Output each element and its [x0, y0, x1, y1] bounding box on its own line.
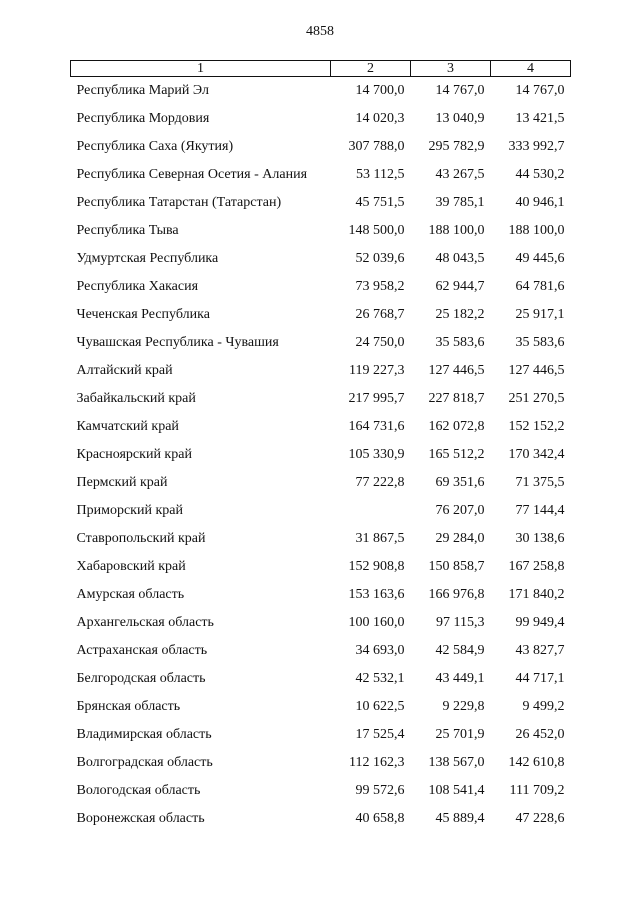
table-row: [71, 385, 571, 413]
table-row: [71, 189, 571, 217]
value-col2-cell: 34 693,0: [355, 643, 405, 658]
value-col3-cell: 295 782,9: [428, 139, 485, 154]
region-name-cell: Астраханская область: [76, 643, 208, 658]
value-col3-cell: 76 207,0: [435, 503, 485, 518]
value-col2-cell: 153 163,6: [348, 587, 405, 602]
region-name-cell: Республика Тыва: [76, 223, 179, 238]
value-col4-cell: 40 946,1: [515, 195, 565, 210]
region-name-cell: Ставропольский край: [76, 531, 206, 546]
value-col4-cell: 9 499,2: [522, 699, 565, 714]
region-name-cell: Амурская область: [76, 587, 185, 602]
region-name-cell: Приморский край: [76, 503, 183, 518]
region-name-cell: Волгоградская область: [76, 755, 213, 770]
table-row: [71, 665, 571, 693]
value-col4-cell: 44 530,2: [515, 167, 565, 182]
value-col2-cell: 307 788,0: [348, 139, 405, 154]
table-row: [71, 133, 571, 161]
value-col3-cell: 227 818,7: [428, 391, 485, 406]
table-row: [71, 105, 571, 133]
header-row: [71, 61, 571, 77]
value-col2-cell: 105 330,9: [348, 447, 405, 462]
value-col3-cell: 165 512,2: [428, 447, 485, 462]
value-col3-cell: 43 449,1: [435, 671, 485, 686]
table-row: [71, 805, 571, 833]
table-row: [71, 469, 571, 497]
region-name-cell: Брянская область: [76, 699, 181, 714]
region-name-cell: Забайкальский край: [76, 391, 196, 406]
value-col3-cell: 127 446,5: [428, 363, 485, 378]
region-name-cell: Камчатский край: [76, 419, 179, 434]
table-row: [71, 497, 571, 525]
value-col4-cell: 47 228,6: [515, 811, 565, 826]
region-name-cell: Чеченская Республика: [76, 307, 210, 322]
table-row: [71, 217, 571, 245]
table-row: [71, 441, 571, 469]
value-col3-cell: 14 767,0: [435, 83, 485, 98]
value-col3-cell: 39 785,1: [435, 195, 485, 210]
region-values-table: [70, 60, 571, 833]
region-name-cell: Красноярский край: [76, 447, 192, 462]
value-col2-cell: 42 532,1: [355, 671, 405, 686]
column-header-4: 4: [491, 61, 571, 77]
value-col4-cell: 251 270,5: [508, 391, 565, 406]
value-col2-cell: 100 160,0: [348, 615, 405, 630]
value-col2-cell: 45 751,5: [355, 195, 405, 210]
value-col2-cell: 31 867,5: [355, 531, 405, 546]
region-name-cell: Белгородская область: [76, 671, 206, 686]
value-col4-cell: 30 138,6: [515, 531, 565, 546]
value-col3-cell: 108 541,4: [428, 783, 485, 798]
value-col2-cell: 152 908,8: [348, 559, 405, 574]
value-col3-cell: 45 889,4: [435, 811, 485, 826]
region-name-cell: Алтайский край: [76, 363, 173, 378]
value-col4-cell: 111 709,2: [509, 783, 565, 798]
value-col4-cell: 127 446,5: [508, 363, 565, 378]
value-col3-cell: 43 267,5: [435, 167, 485, 182]
region-name-cell: Республика Татарстан (Татарстан): [76, 195, 282, 210]
region-name-cell: Чувашская Республика - Чувашия: [76, 335, 279, 350]
region-name-cell: Республика Марий Эл: [76, 83, 209, 98]
value-col4-cell: 152 152,2: [508, 419, 565, 434]
region-name-cell: Хабаровский край: [76, 559, 186, 574]
value-col3-cell: 9 229,8: [442, 699, 485, 714]
value-col4-cell: 25 917,1: [515, 307, 565, 322]
table-row: [71, 301, 571, 329]
value-col4-cell: 167 258,8: [508, 559, 565, 574]
value-col3-cell: 138 567,0: [428, 755, 485, 770]
value-col2-cell: 14 020,3: [355, 111, 405, 126]
column-header-3: 3: [411, 61, 491, 77]
value-col3-cell: 13 040,9: [435, 111, 485, 126]
value-col2-cell: 112 162,3: [349, 755, 405, 770]
table-row: [71, 581, 571, 609]
table-row: [71, 721, 571, 749]
value-col4-cell: 171 840,2: [508, 587, 565, 602]
value-col2-cell: 53 112,5: [356, 167, 405, 182]
table-row: [71, 637, 571, 665]
value-col2-cell: 73 958,2: [355, 279, 405, 294]
region-name-cell: Владимирская область: [76, 727, 212, 742]
value-col3-cell: 69 351,6: [435, 475, 485, 490]
table-row: [71, 245, 571, 273]
table-row: [71, 329, 571, 357]
table-row: [71, 273, 571, 301]
value-col2-cell: 26 768,7: [355, 307, 405, 322]
value-col3-cell: 166 976,8: [428, 587, 485, 602]
column-header-1: 1: [71, 61, 331, 77]
value-col3-cell: 35 583,6: [435, 335, 485, 350]
value-col2-cell: 148 500,0: [348, 223, 405, 238]
value-col3-cell: 188 100,0: [428, 223, 485, 238]
value-col3-cell: 162 072,8: [428, 419, 485, 434]
table-row: [71, 777, 571, 805]
region-name-cell: Удмуртская Республика: [76, 251, 219, 266]
value-col4-cell: 43 827,7: [515, 643, 565, 658]
region-name-cell: Республика Саха (Якутия): [76, 139, 234, 154]
value-col2-cell: 77 222,8: [355, 475, 405, 490]
table-row: [71, 413, 571, 441]
value-col4-cell: 170 342,4: [508, 447, 565, 462]
value-col4-cell: 13 421,5: [515, 111, 565, 126]
value-col4-cell: 35 583,6: [515, 335, 565, 350]
value-col4-cell: 49 445,6: [515, 251, 565, 266]
value-col4-cell: 333 992,7: [508, 139, 565, 154]
region-name-cell: Пермский край: [76, 475, 168, 490]
value-col3-cell: 97 115,3: [436, 615, 485, 630]
value-col3-cell: 150 858,7: [428, 559, 485, 574]
column-header-2: 2: [331, 61, 411, 77]
table-row: [71, 553, 571, 581]
table-row: [71, 77, 571, 106]
value-col4-cell: 99 949,4: [515, 615, 565, 630]
table-row: [71, 525, 571, 553]
table-header: [71, 61, 571, 77]
table-body: [71, 77, 571, 834]
region-name-cell: Вологодская область: [76, 783, 201, 798]
table-row: [71, 357, 571, 385]
value-col3-cell: 42 584,9: [435, 643, 485, 658]
value-col4-cell: 188 100,0: [508, 223, 565, 238]
value-col2-cell: 14 700,0: [355, 83, 405, 98]
value-col2-cell: 40 658,8: [355, 811, 405, 826]
value-col3-cell: 25 701,9: [435, 727, 485, 742]
value-col2-cell: 24 750,0: [355, 335, 405, 350]
region-name-cell: Республика Мордовия: [76, 111, 210, 126]
value-col2-cell: 217 995,7: [348, 391, 405, 406]
value-col2-cell: 10 622,5: [355, 699, 405, 714]
value-col4-cell: 26 452,0: [515, 727, 565, 742]
region-name-cell: Республика Северная Осетия - Алания: [76, 167, 308, 182]
region-name-cell: Архангельская область: [76, 615, 214, 630]
value-col3-cell: 25 182,2: [435, 307, 485, 322]
value-col2-cell: 119 227,3: [349, 363, 405, 378]
value-col4-cell: 71 375,5: [515, 475, 565, 490]
page-number: 4858: [306, 24, 334, 39]
value-col4-cell: 77 144,4: [515, 503, 565, 518]
value-col4-cell: 64 781,6: [515, 279, 565, 294]
table-row: [71, 693, 571, 721]
region-name-cell: Воронежская область: [76, 811, 205, 826]
value-col3-cell: 29 284,0: [435, 531, 485, 546]
value-col2-cell: [331, 497, 411, 525]
value-col4-cell: 44 717,1: [515, 671, 565, 686]
table-row: [71, 749, 571, 777]
value-col4-cell: 142 610,8: [508, 755, 565, 770]
value-col2-cell: 99 572,6: [355, 783, 405, 798]
table-row: [71, 609, 571, 637]
region-name-cell: Республика Хакасия: [76, 279, 199, 294]
value-col2-cell: 164 731,6: [348, 419, 405, 434]
value-col4-cell: 14 767,0: [515, 83, 565, 98]
value-col3-cell: 62 944,7: [435, 279, 485, 294]
value-col3-cell: 48 043,5: [435, 251, 485, 266]
value-col2-cell: 52 039,6: [355, 251, 405, 266]
value-col2-cell: 17 525,4: [355, 727, 405, 742]
table-row: [71, 161, 571, 189]
